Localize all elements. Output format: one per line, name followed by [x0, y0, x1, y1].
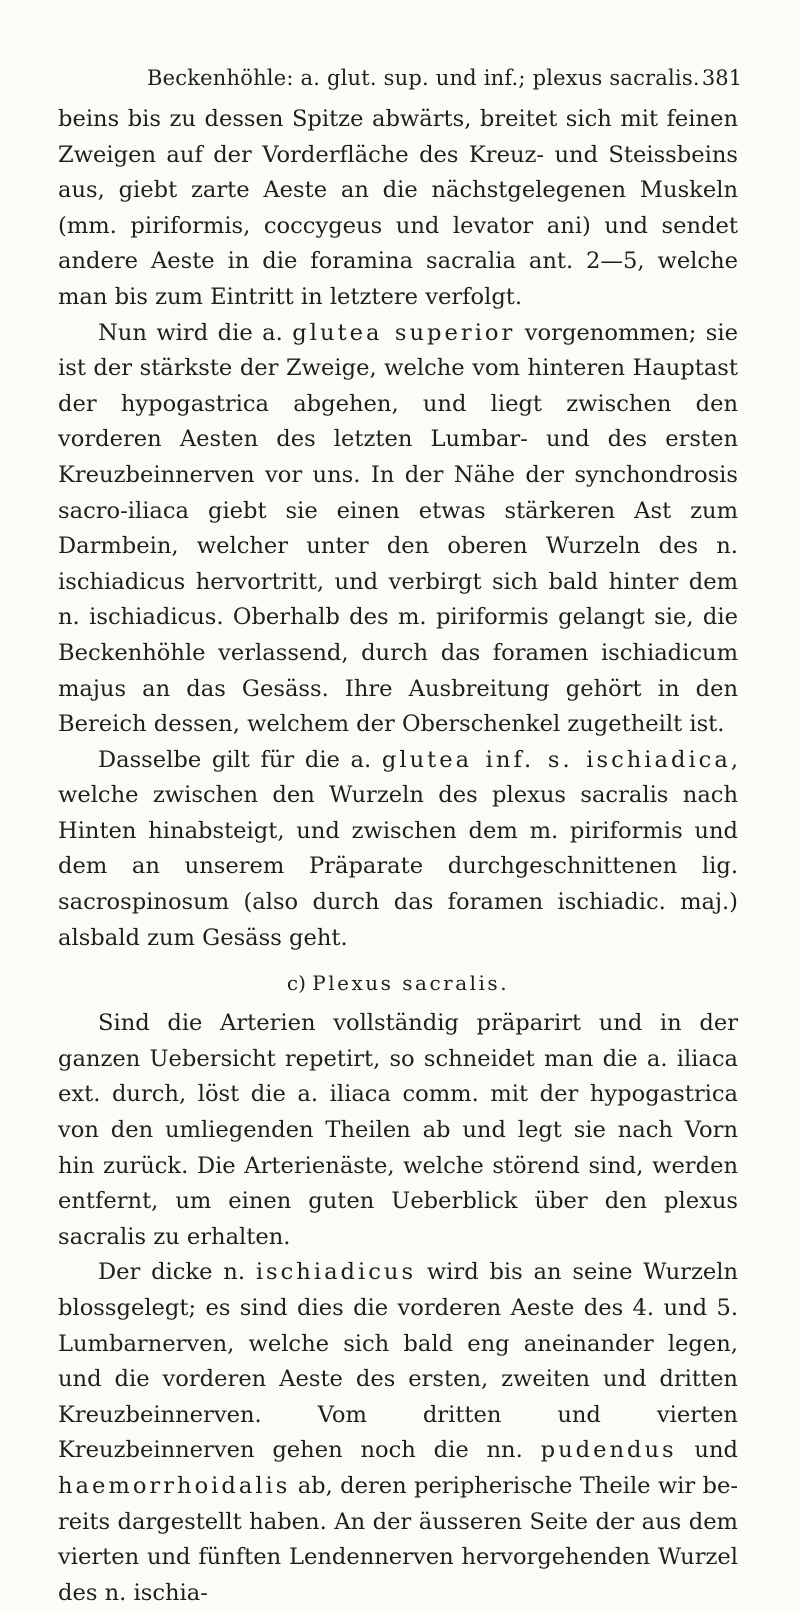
- paragraph-text: Dasselbe gilt für die a.: [98, 746, 382, 773]
- section-prefix: c): [286, 971, 313, 996]
- paragraph-text: Der dicke n.: [98, 1259, 256, 1286]
- paragraph-text: beins bis zu dessen Spitze abwärts, breitet sich mit feinen Zweigen auf der Vorderfläche des Kreuz- und Steissbeins aus, giebt zarte Aeste an die nächstgelegenen Muskeln (mm. piriformis, coccygeus und levator ani) und sendet andere Aeste in die foramina sacralia ant. 2—5, welche man bis zum Eintritt in letztere verfolgt.: [58, 106, 738, 310]
- page-number: 381: [701, 66, 742, 90]
- term-pudendus: pudendus: [540, 1437, 677, 1464]
- paragraph-text: ab, deren peripherische Theile wir bereits dargestellt haben. An der äusseren Seite der aus dem vierten und fünften Lendennerven hervorgehenden Wurzel des n. ischia-: [58, 1472, 738, 1606]
- page-header: [0, 66, 800, 92]
- term-haemorrhoidalis: haemorrhoidalis: [58, 1472, 291, 1499]
- paragraph-text: und: [676, 1437, 739, 1464]
- paragraph-glutea-superior: [58, 316, 738, 743]
- paragraph-text: wird bis an seine Wurzeln blossgelegt; es sind dies die vorderen Aeste des 4. und 5. Lumbarnerven, welche sich bald eng aneinander legen, und die vorderen Aeste des ersten, zweiten und dritten Kreuzbeinnerven. Vom dritten und vierten Kreuzbeinnerven gehen noch die nn.: [58, 1259, 738, 1464]
- running-head: Beckenhöhle: a. glut. sup. und inf.; plexus sacralis.: [147, 66, 700, 90]
- term-glutea-superior: glutea superior: [292, 319, 516, 346]
- section-title: Plexus sacralis.: [312, 971, 510, 996]
- paragraph-glutea-inferior: [58, 743, 738, 957]
- paragraph-continuation: [58, 102, 738, 316]
- paragraph-text: Nun wird die a.: [98, 319, 293, 346]
- section-heading: [58, 966, 738, 1000]
- paragraph-text: Sind die Arterien vollständig präparirt und in der ganzen Uebersicht repetirt, so schneidet man die a. iliaca ext. durch, löst die a. iliaca comm. mit der hypogastrica von den umliegenden Theilen ab und legt sie nach Vorn hin zurück. Die Arterienäste, welche störend sind, werden entfernt, um einen guten Ueberblick über den plexus sacralis zu erhalten.: [58, 1010, 738, 1250]
- paragraph-text: vorgenommen; sie ist der stärkste der Zweige, welche vom hinteren Hauptast der hypogastrica abgehen, und liegt zwischen den vorderen Aesten des letzten Lumbar- und des ersten Kreuzbeinnerven vor uns. In der Nähe der synchondrosis sacro-iliaca giebt sie einen etwas stärkeren Ast zum Darmbein, welcher unter den oberen Wurzeln des n. ischiadicus hervortritt, und verbirgt sich bald hinter dem n. ischiadicus. Oberhalb des m. piriformis gelangt sie, die Beckenhöhle verlassend, durch das foramen ischiadicum majus an das Gesäss. Ihre Ausbreitung gehört in den Bereich dessen, welchem der Oberschenkel zugetheilt ist.: [58, 319, 738, 738]
- paragraph-preparation: [58, 1006, 738, 1255]
- term-ischiadicus: ischiadicus: [255, 1259, 417, 1286]
- paragraph-text: , welche zwischen den Wurzeln des plexus sacralis nach Hinten hinabsteigt, und zwischen dem m. piriformis und dem an unserem Präparate durchgeschnittenen lig. sacrospinosum (also durch das foramen ischiadic. maj.) alsbald zum Gesäss geht.: [58, 746, 738, 951]
- term-glutea-inferior: glutea inf. s. ischiadica: [381, 746, 731, 773]
- paragraph-ischiadicus: [58, 1255, 738, 1611]
- body-text: [58, 102, 738, 1611]
